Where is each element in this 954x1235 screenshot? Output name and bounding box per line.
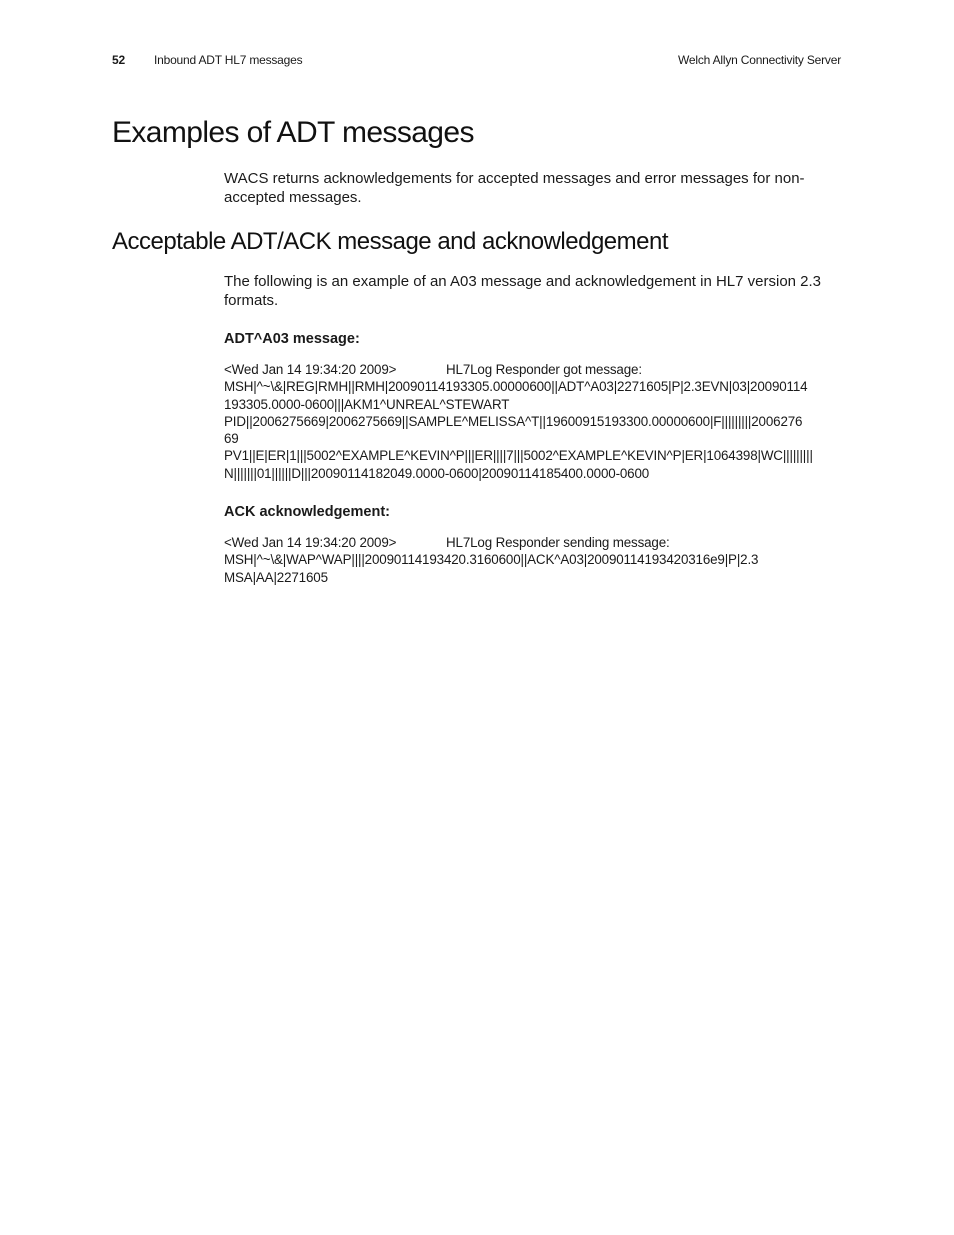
- adt-timestamp: <Wed Jan 14 19:34:20 2009>: [224, 362, 397, 377]
- adt-segment-line: N|||||||01||||||D|||20090114182049.0000-0600|20090114185400.0000-0600: [224, 465, 650, 481]
- subsection-description: The following is an example of an A03 message and acknowledgement in HL7 version 2.3 formats.: [224, 273, 822, 309]
- adt-segment-line: 193305.0000-0600|||AKM1^UNREAL^STEWART: [224, 396, 510, 412]
- page-number: 52: [112, 53, 125, 67]
- adt-message-label: ADT^A03 message:: [224, 331, 360, 347]
- ack-message-label: ACK acknowledgement:: [224, 504, 390, 520]
- ack-message-block: [224, 534, 844, 586]
- adt-segment-line: MSH|^~\&|REG|RMH||RMH|20090114193305.00000600||ADT^A03|2271605|P|2.3EVN|03|20090114: [224, 379, 808, 395]
- subsection-title: Acceptable ADT/ACK message and acknowledgement: [112, 228, 668, 255]
- running-header-product: Welch Allyn Connectivity Server: [678, 53, 841, 67]
- running-header-section: Inbound ADT HL7 messages: [154, 53, 303, 67]
- ack-segment-line: MSA|AA|2271605: [224, 569, 328, 585]
- adt-segment-line: PV1||E|ER|1|||5002^EXAMPLE^KEVIN^P|||ER||||7|||5002^EXAMPLE^KEVIN^P|ER|1064398|WC|||||||||: [224, 448, 813, 464]
- adt-status: HL7Log Responder got message:: [446, 362, 642, 377]
- page-title: Examples of ADT messages: [112, 116, 474, 149]
- adt-segment-line: PID||2006275669|2006275669||SAMPLE^MELISSA^T||19600915193300.00000600|F|||||||||2006276: [224, 413, 803, 429]
- ack-status: HL7Log Responder sending message:: [446, 535, 670, 550]
- ack-log-line: [224, 534, 844, 551]
- adt-message-block: [224, 361, 844, 482]
- adt-segment-line: 69: [224, 431, 239, 447]
- ack-segment-line: MSH|^~\&|WAP^WAP||||20090114193420.3160600||ACK^A03|20090114193420316e9|P|2.3: [224, 552, 759, 568]
- adt-log-line: [224, 361, 844, 378]
- ack-timestamp: <Wed Jan 14 19:34:20 2009>: [224, 535, 397, 550]
- intro-paragraph: WACS returns acknowledgements for accepted messages and error messages for non-accepted messages.: [224, 170, 805, 206]
